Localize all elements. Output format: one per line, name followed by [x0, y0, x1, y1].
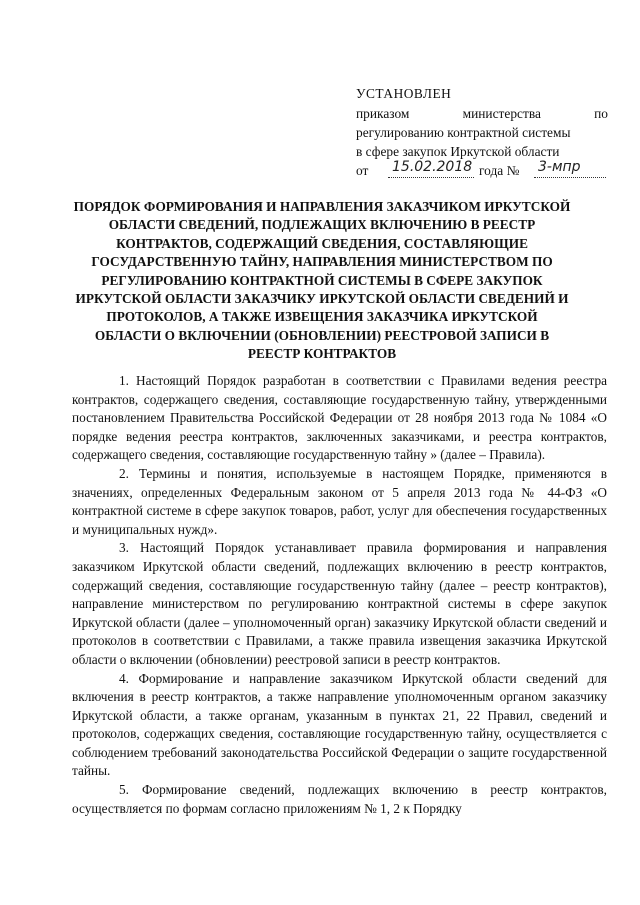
handwritten-date: 15.02.2018 — [392, 159, 473, 175]
paragraph-2: 2. Термины и понятия, используемые в настоящем Порядке, применяются в значениях, определенных Федеральным законом от 5 апреля 2013 года № 44-ФЗ «О контрактной системе в сфере закупок товаров, работ, услуг для обеспечения государственных и муниципальных нужд». — [72, 465, 607, 537]
date-mid: года № — [479, 163, 520, 178]
number-underline — [534, 177, 606, 178]
paragraph-4: 4. Формирование и направление заказчиком Иркутской области сведений для включения в реестр контрактов, а также направление уполномоченным органом заказчику Иркутской области, а также органам, указанным в пунктах 21, 22 Правил, сведений и протоколов, содержащих сведения, составляющие государственную тайну, осуществляется с соблюдением требований законодательства Российской Федерации о защите государственной тайны. — [72, 670, 607, 779]
approval-stamp — [356, 84, 608, 183]
paragraph-3: 3. Настоящий Порядок устанавливает правила формирования и направления заказчиком Иркутской области сведений, подлежащих включению в реестр контрактов, содержащий сведения, составляющие государственную тайну (далее – реестр контрактов), направление министерством по регулированию контрактной системы в сфере закупок Иркутской области (далее – уполномоченный орган) заказчику Иркутской области сведений и протоколов в соответствии с Правилами, а также правила извещения заказчика Иркутской области о включении (обновлении) реестровой записи в реестр контрактов. — [72, 540, 607, 667]
date-underline — [388, 177, 474, 178]
approval-line-3: в сфере закупок Иркутской области — [356, 144, 560, 159]
approval-line-2: регулированию контрактной системы — [356, 125, 571, 140]
approval-heading: УСТАНОВЛЕН — [356, 86, 452, 101]
paragraph-5: 5. Формирование сведений, подлежащих включению в реестр контрактов, осуществляется по формам согласно приложениям № 1, 2 к Порядку — [72, 782, 607, 816]
approval-date-line — [356, 161, 608, 183]
date-prefix: от — [356, 163, 369, 178]
paragraph-1: 1. Настоящий Порядок разработан в соответствии с Правилами ведения реестра контрактов, содержащего сведения, составляющие государственную тайну, утвержденными постановлением Правительства Российской Федерации от 28 ноября 2013 года № 1084 «О порядке ведения реестра контрактов, заключенных заказчиками, и реестра контрактов, содержащего сведения, составляющие государственную тайну » (далее – Правила). — [72, 373, 607, 463]
handwritten-number: 3-мпр — [538, 159, 581, 175]
document-body — [72, 372, 607, 818]
document-title: ПОРЯДОК ФОРМИРОВАНИЯ И НАПРАВЛЕНИЯ ЗАКАЗЧИКОМ ИРКУТСКОЙ ОБЛАСТИ СВЕДЕНИЙ, ПОДЛЕЖАЩИХ ВКЛЮЧЕНИЮ В РЕЕСТР КОНТРАКТОВ, СОДЕРЖАЩИЙ СВЕДЕНИЯ, СОСТАВЛЯЮЩИЕ ГОСУДАРСТВЕННУЮ ТАЙНУ, НАПРАВЛЕНИЯ МИНИСТЕРСТВОМ ПО РЕГУЛИРОВАНИЮ КОНТРАКТНОЙ СИСТЕМЫ В СФЕРЕ ЗАКУПОК ИРКУТСКОЙ ОБЛАСТИ ЗАКАЗЧИКУ ИРКУТСКОЙ ОБЛАСТИ СВЕДЕНИЙ И ПРОТОКОЛОВ, А ТАКЖЕ ИЗВЕЩЕНИЯ ЗАКАЗЧИКА ИРКУТСКОЙ ОБЛАСТИ О ВКЛЮЧЕНИИ (ОБНОВЛЕНИИ) РЕЕСТРОВОЙ ЗАПИСИ В РЕЕСТР КОНТРАКТОВ — [73, 199, 571, 362]
approval-line-1: приказом министерства по — [356, 106, 608, 121]
